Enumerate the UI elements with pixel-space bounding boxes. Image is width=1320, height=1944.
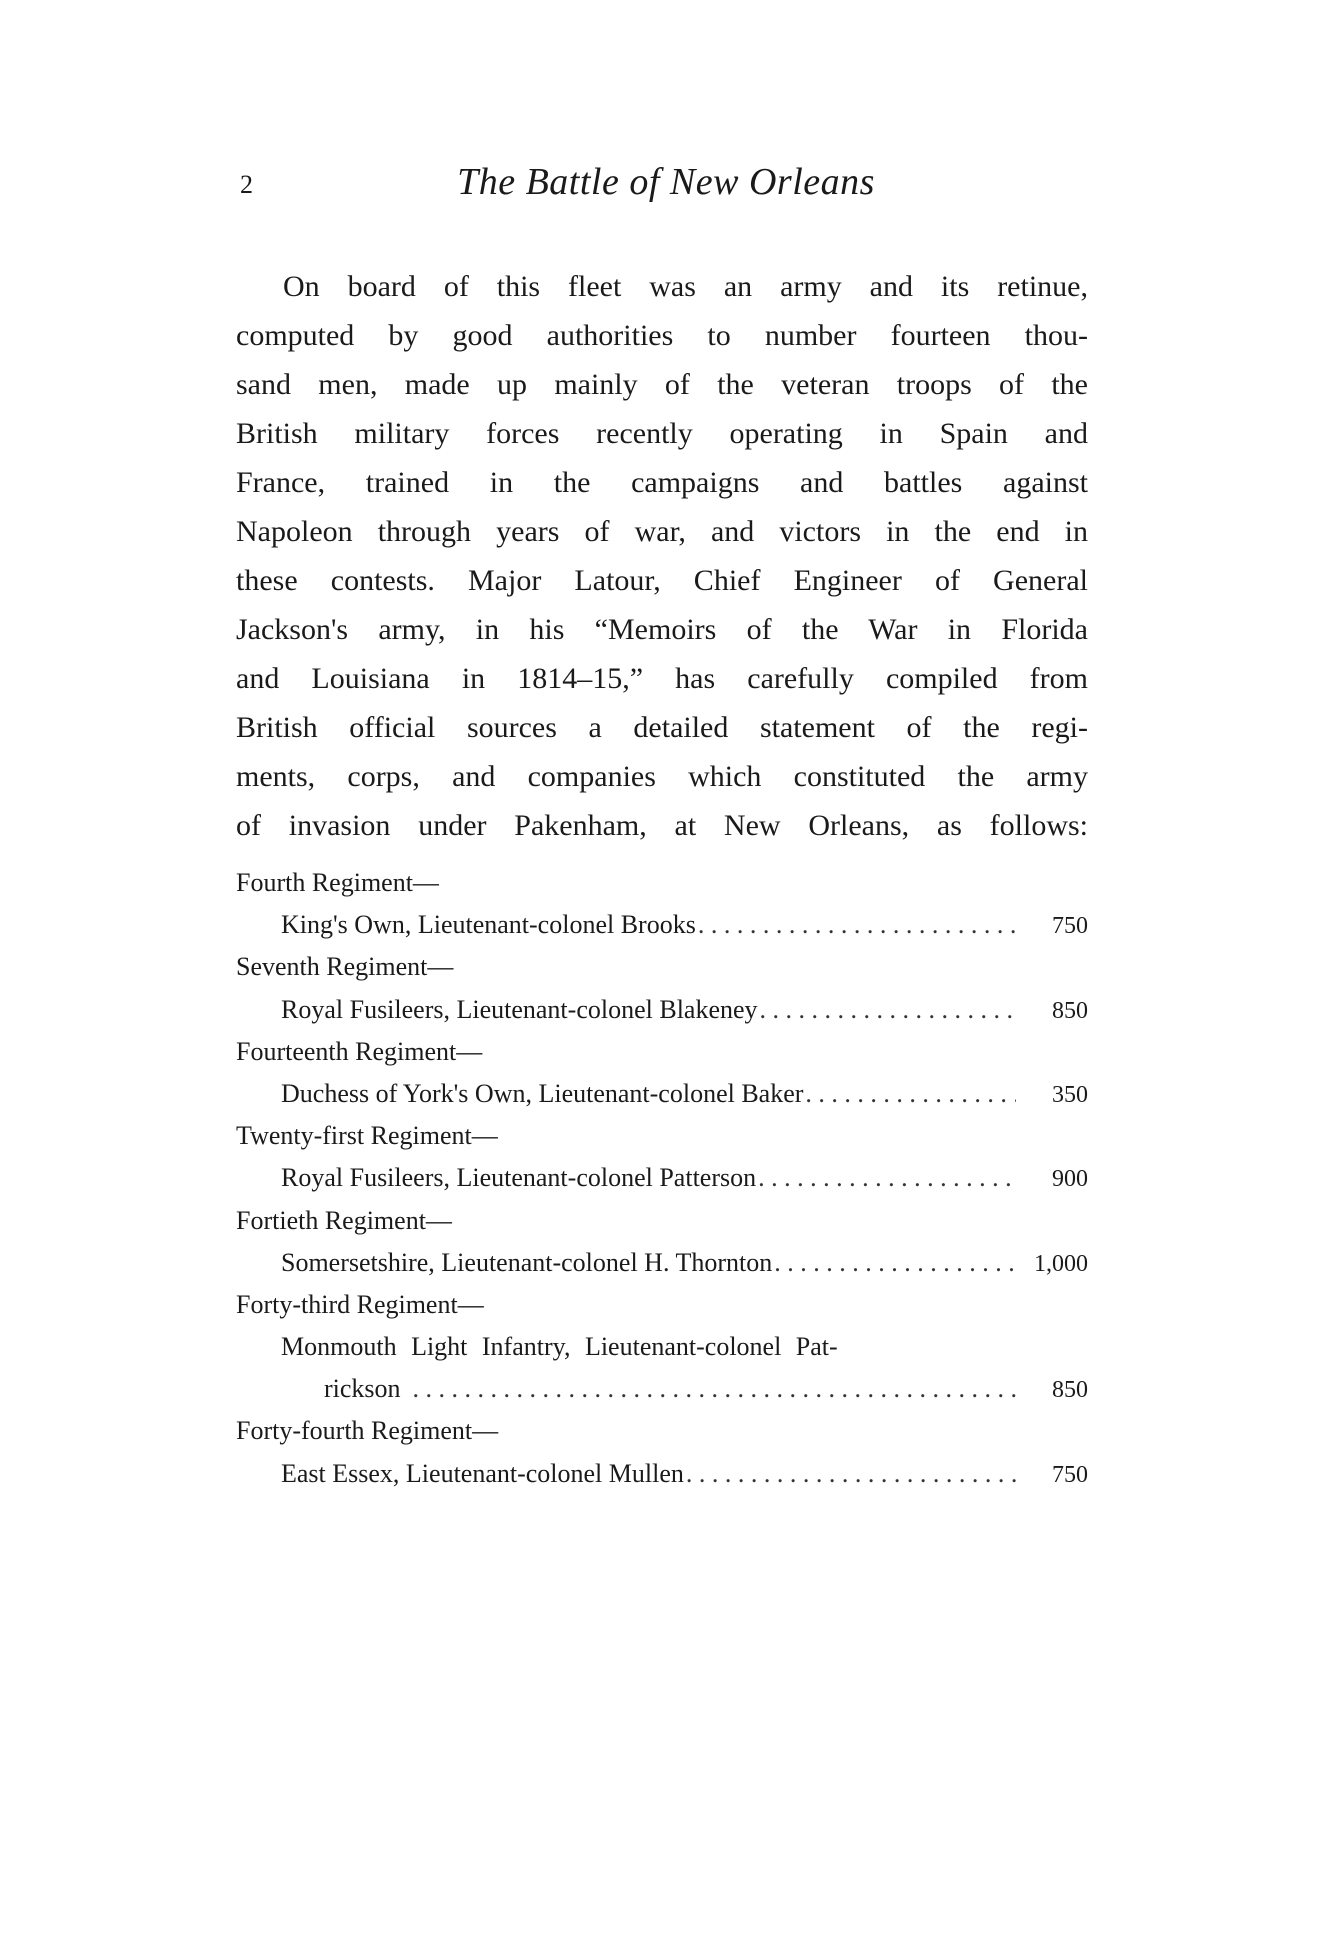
paragraph-line: On board of this fleet was an army and its retinue, [283, 270, 1088, 303]
regiment-detail: King's Own, Lieutenant-colonel Brooks [281, 910, 696, 940]
regiment-entry [236, 1242, 1088, 1284]
dot-leader [686, 1453, 1016, 1495]
regiment-name [236, 862, 1088, 904]
regiment-name-text: Forty-third Regiment— [236, 1289, 484, 1319]
regiment-count: 850 [1052, 1377, 1088, 1404]
paragraph-line: British official sources a detailed statement of the regi- [236, 711, 1088, 744]
regiment-count: 1,000 [1034, 1250, 1088, 1277]
regiment-list [236, 862, 1088, 1495]
regiment-entry [236, 989, 1088, 1031]
dot-leader [805, 1073, 1016, 1115]
regiment-count: 850 [1052, 997, 1088, 1024]
dot-leader [413, 1368, 1016, 1410]
regiment-entry [236, 1326, 1088, 1368]
regiment-name [236, 1284, 1088, 1326]
regiment-name-text: Twenty-first Regiment— [236, 1121, 498, 1151]
dot-leader [698, 904, 1016, 946]
regiment-name [236, 1410, 1088, 1452]
regiment-detail: Monmouth Light Infantry, Lieutenant-colonel Pat- [281, 1332, 838, 1362]
regiment-name [236, 1115, 1088, 1157]
regiment-name-text: Seventh Regiment— [236, 952, 454, 982]
paragraph-line: sand men, made up mainly of the veteran troops of the [236, 368, 1088, 401]
regiment-count: 350 [1052, 1081, 1088, 1108]
paragraph-line: computed by good authorities to number fourteen thou- [236, 319, 1088, 352]
regiment-entry [236, 904, 1088, 946]
regiment-detail: Royal Fusileers, Lieutenant-colonel Patterson [281, 1163, 757, 1193]
paragraph-line: and Louisiana in 1814–15,” has carefully compiled from [236, 662, 1088, 695]
dot-leader [774, 1242, 1016, 1284]
paragraph-line: France, trained in the campaigns and battles against [236, 466, 1088, 499]
regiment-name-text: Fortieth Regiment— [236, 1205, 452, 1235]
regiment-entry [236, 1157, 1088, 1199]
regiment-entry [236, 1073, 1088, 1115]
regiment-name [236, 946, 1088, 988]
regiment-detail: East Essex, Lieutenant-colonel Mullen [281, 1458, 684, 1488]
regiment-name [236, 1031, 1088, 1073]
regiment-count: 750 [1052, 913, 1088, 940]
paragraph-line: ments, corps, and companies which constituted the army [236, 760, 1088, 793]
body-paragraph [236, 262, 1088, 850]
regiment-count: 900 [1052, 1166, 1088, 1193]
regiment-entry-continued [236, 1368, 1088, 1410]
paragraph-line: of invasion under Pakenham, at New Orleans, as follows: [236, 809, 1088, 842]
paragraph-line: Napoleon through years of war, and victors in the end in [236, 515, 1088, 548]
dot-leader [758, 1157, 1016, 1199]
regiment-entry [236, 1453, 1088, 1495]
regiment-name-text: Fourth Regiment— [236, 868, 439, 897]
regiment-detail: Somersetshire, Lieutenant-colonel H. Thornton [281, 1247, 773, 1277]
page-number: 2 [240, 170, 253, 199]
regiment-name-text: Forty-fourth Regiment— [236, 1416, 499, 1446]
regiment-count: 750 [1052, 1461, 1088, 1488]
dot-leader [760, 989, 1016, 1031]
paragraph-line: these contests. Major Latour, Chief Engineer of General [236, 564, 1088, 597]
regiment-name [236, 1200, 1088, 1242]
paragraph-line: Jackson's army, in his “Memoirs of the War in Florida [236, 613, 1088, 646]
regiment-detail: Duchess of York's Own, Lieutenant-colonel Baker [281, 1078, 804, 1108]
regiment-detail: Royal Fusileers, Lieutenant-colonel Blakeney [281, 994, 758, 1024]
paragraph-line: British military forces recently operating in Spain and [236, 417, 1088, 450]
regiment-detail-continued: rickson [324, 1374, 401, 1404]
running-title: The Battle of New Orleans [457, 161, 875, 203]
regiment-name-text: Fourteenth Regiment— [236, 1036, 483, 1066]
